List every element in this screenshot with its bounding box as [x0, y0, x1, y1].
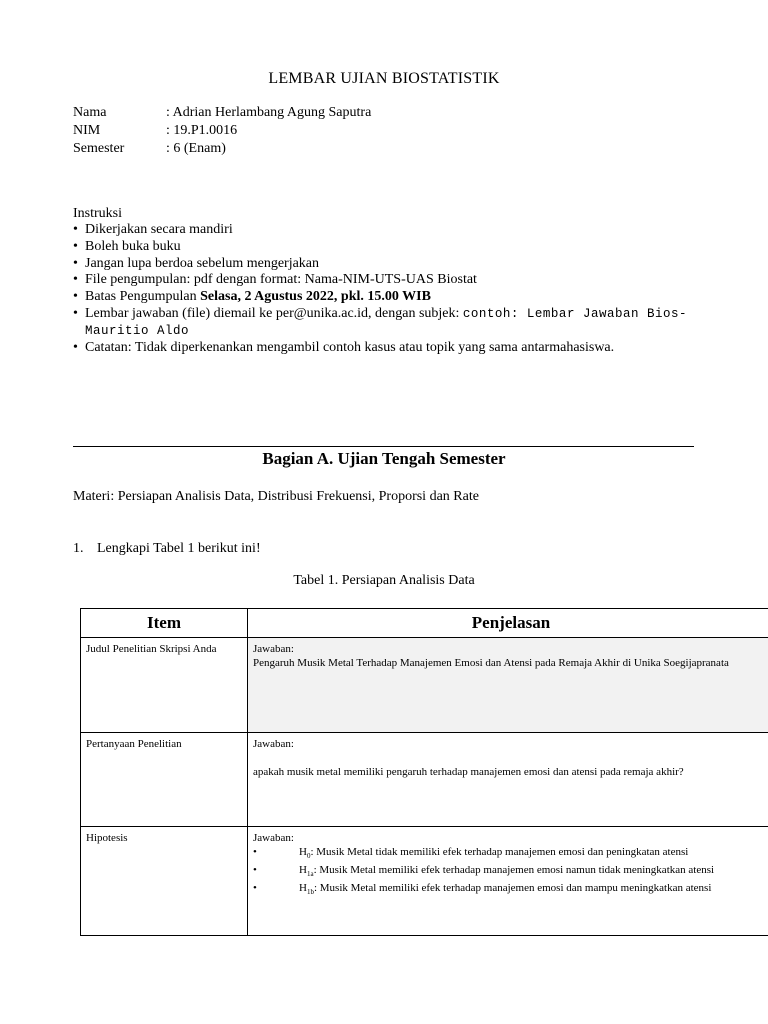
bullet-icon: • — [73, 305, 78, 321]
item-cell: Judul Penelitian Skripsi Anda — [81, 638, 248, 733]
bullet-icon: • — [73, 339, 78, 355]
student-row-nama — [73, 104, 371, 122]
horizontal-divider — [73, 446, 694, 447]
answer-label: Jawaban: — [253, 832, 294, 844]
question-1 — [73, 541, 261, 557]
item-cell: Pertanyaan Penelitian — [81, 733, 248, 827]
info-value: : Adrian Herlambang Agung Saputra — [166, 105, 372, 120]
info-value: : 6 (Enam) — [166, 141, 226, 156]
materi-text: Materi: Persiapan Analisis Data, Distribusi Frekuensi, Proporsi dan Rate — [73, 489, 479, 504]
answer-label: Jawaban: — [253, 738, 294, 750]
table-caption: Tabel 1. Persiapan Analisis Data — [293, 573, 475, 588]
bullet-icon: • — [73, 255, 78, 271]
list-item: • Dikerjakan secara mandiri — [73, 222, 233, 237]
email-subject-example: contoh: Lembar Jawaban Bios-Mauritio Aldo — [85, 306, 687, 338]
bullet-icon: • — [73, 222, 78, 237]
instructions-heading: Instruksi — [73, 206, 122, 221]
list-item: • Boleh buka buku — [73, 238, 181, 254]
answer-label: Jawaban: — [253, 643, 294, 655]
analysis-table — [80, 608, 768, 936]
bullet-icon: • — [73, 272, 78, 288]
answer-text: apakah musik metal memiliki pengaruh terhadap manajemen emosi dan atensi pada remaja akhir? — [253, 766, 684, 778]
answer-cell[interactable] — [248, 733, 768, 827]
item-cell: Hipotesis — [81, 827, 248, 936]
column-header-item: Item — [81, 609, 248, 638]
info-label: Semester — [73, 141, 125, 156]
column-header-penjelasan: Penjelasan — [248, 609, 768, 638]
instructions-list — [73, 222, 713, 356]
hypothesis-item: • $H_{1b}$: Musik Metal memiliki efek terhadap manajemen emosi dan mampu meningkatkan atensi — [253, 882, 712, 897]
list-item-deadline: • Batas Pengumpulan Selasa, 2 Agustus 2022, pkl. 15.00 WIB — [73, 289, 431, 305]
instructions — [73, 205, 713, 356]
answer-cell[interactable] — [248, 638, 768, 733]
deadline-text: Selasa, 2 Agustus 2022, pkl. 15.00 WIB — [200, 289, 431, 305]
hypothesis-item: • $H_0$: Musik Metal tidak memiliki efek terhadap manajemen emosi dan peningkatan atensi — [253, 846, 689, 861]
bullet-icon: • — [73, 289, 78, 305]
question-text: Lengkapi Tabel 1 berikut ini! — [97, 541, 261, 556]
table-row — [81, 733, 768, 827]
info-label: NIM — [73, 123, 101, 138]
section-title: Bagian A. Ujian Tengah Semester — [262, 449, 506, 468]
question-number: 1. — [73, 541, 84, 556]
info-value: : 19.P1.0016 — [166, 123, 238, 138]
bullet-icon: • — [73, 238, 78, 254]
table-row — [81, 638, 768, 733]
info-label: Nama — [73, 105, 107, 120]
answer-text: Pengaruh Musik Metal Terhadap Manajemen Emosi dan Atensi pada Remaja Akhir di Unika Soegijapranata — [253, 657, 729, 669]
bullet-icon: • — [253, 882, 257, 895]
student-row-nim — [73, 122, 371, 140]
page-title: LEMBAR UJIAN BIOSTATISTIK — [268, 70, 500, 87]
list-item: • Catatan: Tidak diperkenankan mengambil contoh kasus atau topik yang sama antarmahasiswa. — [73, 339, 615, 355]
bullet-icon: • — [253, 864, 257, 877]
table-row — [81, 827, 768, 936]
student-row-semester — [73, 140, 371, 158]
answer-cell[interactable] — [248, 827, 768, 936]
list-item: • Jangan lupa berdoa sebelum mengerjakan — [73, 255, 320, 271]
list-item-email: • Lembar jawaban (file) diemail ke per@unika.ac.id, dengan subjek: contoh: Lembar Jawaban Bios-Mauritio Aldo — [73, 305, 687, 338]
hypothesis-item: • $H_{1a}$: Musik Metal memiliki efek terhadap manajemen emosi namun tidak meningkatkan atensi — [253, 864, 715, 879]
bullet-icon: • — [253, 846, 257, 858]
list-item: • File pengumpulan: pdf dengan format: Nama-NIM-UTS-UAS Biostat — [73, 272, 477, 288]
student-info — [73, 104, 371, 158]
table-header-row — [81, 609, 768, 638]
